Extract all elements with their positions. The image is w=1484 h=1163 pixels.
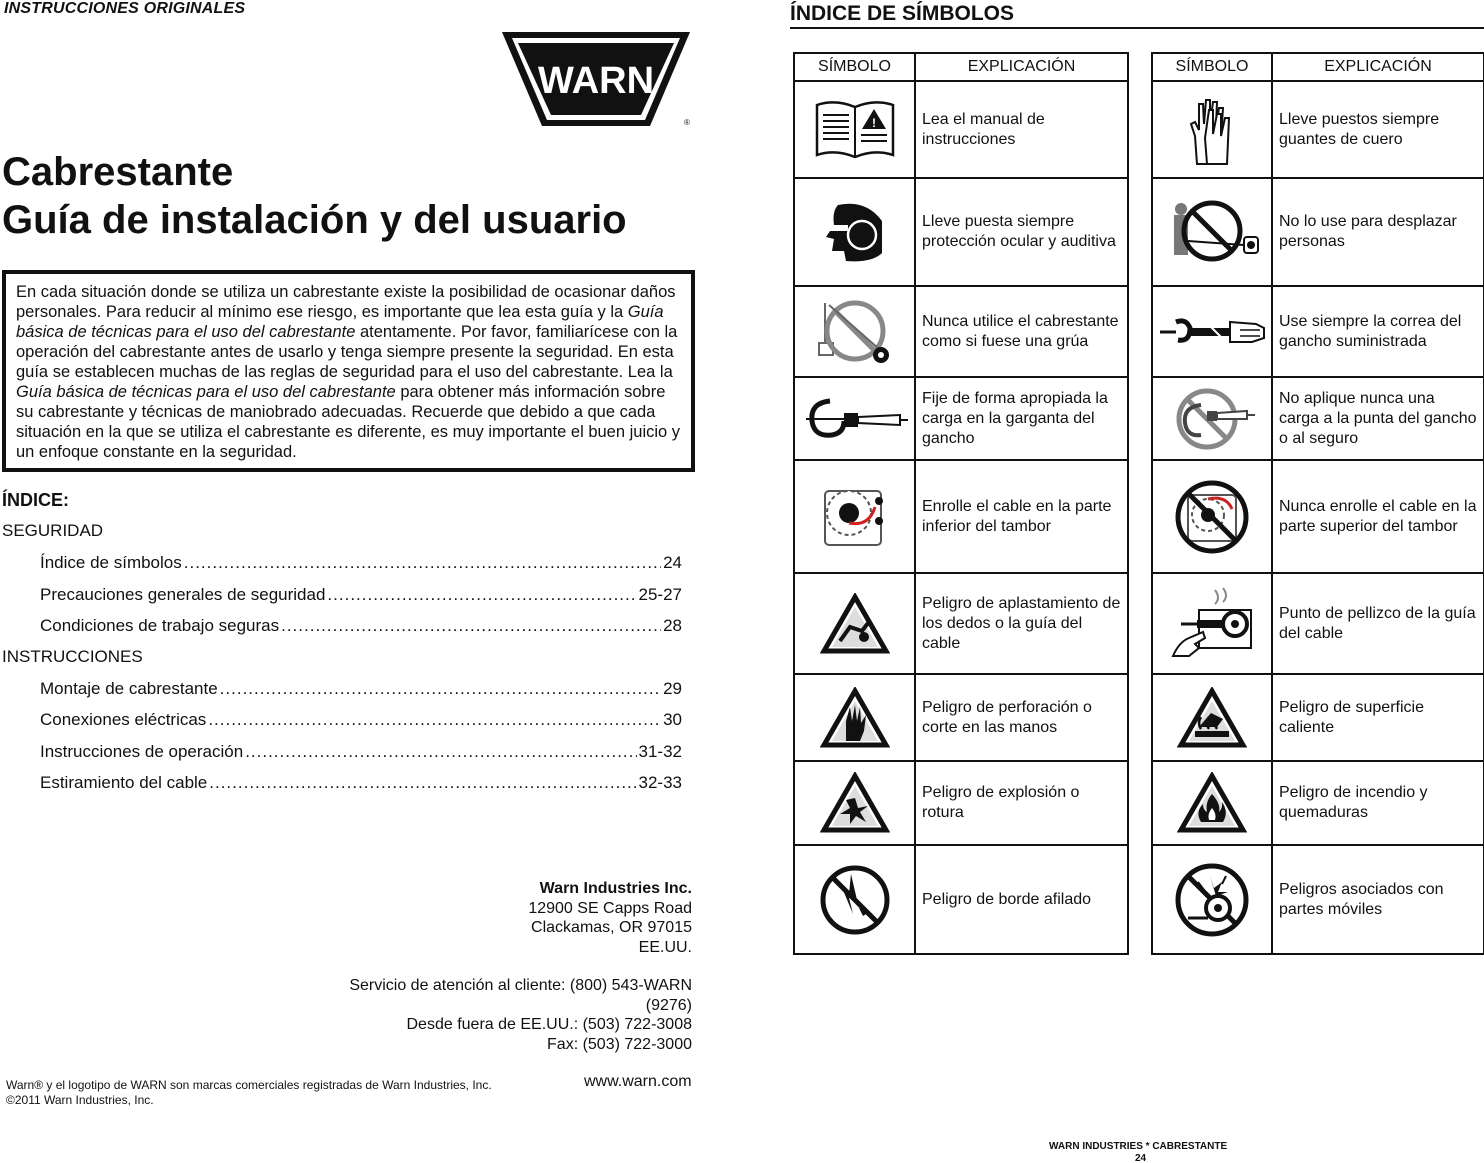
toc-section-instrucciones: INSTRUCCIONES bbox=[2, 647, 143, 666]
hand-puncture-icon bbox=[795, 687, 914, 749]
table-row bbox=[794, 81, 1128, 178]
safety-warning-box bbox=[2, 270, 695, 472]
explosion-hazard-icon bbox=[795, 772, 914, 834]
table-row bbox=[1152, 81, 1484, 178]
hot-surface-icon bbox=[1153, 687, 1271, 749]
hook-strap-icon bbox=[1153, 312, 1271, 352]
crush-hazard-icon bbox=[795, 593, 914, 655]
header-tag: INSTRUCCIONES ORIGINALES bbox=[4, 0, 246, 17]
toc-entry[interactable]: Montaje de cabrestante ..... 29 bbox=[40, 679, 682, 699]
symbol-explanation: Lea el manual de instrucciones bbox=[915, 81, 1128, 178]
table-row bbox=[794, 377, 1128, 460]
manual-book-icon bbox=[795, 99, 914, 161]
col-header-explanation: EXPLICACIÓN bbox=[1272, 53, 1484, 81]
symbol-explanation: Peligro de incendio y quemaduras bbox=[1272, 761, 1484, 845]
table-row bbox=[794, 286, 1128, 377]
warn-logo bbox=[500, 30, 692, 128]
toc-entry[interactable]: Índice de símbolos ..... 24 bbox=[40, 553, 682, 573]
symbol-explanation: Punto de pellizco de la guía del cable bbox=[1272, 573, 1484, 674]
table-row bbox=[794, 845, 1128, 954]
leather-gloves-icon bbox=[1153, 94, 1271, 166]
symbol-explanation: No aplique nunca una carga a la punta del gancho o al seguro bbox=[1272, 377, 1484, 460]
svg-text:®: ® bbox=[684, 118, 690, 127]
no-crane-icon bbox=[795, 297, 914, 367]
symbol-explanation: Peligro de aplastamiento de los dedos o la guía del cable bbox=[915, 573, 1128, 674]
no-overwind-icon bbox=[1153, 479, 1271, 555]
trademark-footnote: Warn® y el logotipo de WARN son marcas comerciales registradas de Warn Industries, Inc. ©2011 Warn Industries, Inc. bbox=[6, 1078, 492, 1107]
toc-entry[interactable]: Precauciones generales de seguridad ..... 25-27 bbox=[40, 585, 682, 605]
symbol-explanation: Nunca utilice el cabrestante como si fuese una grúa bbox=[915, 286, 1128, 377]
table-header-row bbox=[1152, 53, 1484, 81]
col-header-symbol: SÍMBOLO bbox=[794, 53, 915, 81]
no-people-moving-icon bbox=[1153, 197, 1271, 267]
customer-service-info: Servicio de atención al cliente: (800) 543-WARN (9276) Desde fuera de EE.UU.: (503) 722-3008 Fax: (503) 722-3000 bbox=[349, 977, 692, 1053]
toc-section-seguridad: SEGURIDAD bbox=[2, 521, 104, 540]
svg-text:WARN: WARN bbox=[537, 60, 655, 102]
col-header-symbol: SÍMBOLO bbox=[1152, 53, 1272, 81]
table-row bbox=[1152, 377, 1484, 460]
symbol-explanation: Peligros asociados con partes móviles bbox=[1272, 845, 1484, 954]
symbol-table-right bbox=[1151, 52, 1484, 955]
toc-entry[interactable]: Condiciones de trabajo seguras ..... 28 bbox=[40, 616, 682, 636]
svg-text:!: ! bbox=[871, 115, 876, 130]
symbol-table-left bbox=[793, 52, 1129, 955]
company-address: Warn Industries Inc. 12900 SE Capps Road Clackamas, OR 97015 EE.UU. bbox=[528, 880, 692, 956]
moving-parts-icon bbox=[1153, 862, 1271, 938]
table-row bbox=[794, 178, 1128, 286]
table-row bbox=[1152, 178, 1484, 286]
warning-text: En cada situación donde se utiliza un cabrestante existe la posibilidad de ocasionar daños personales. Para reducir al mínimo ese riesgo, es importante que lea esta guía y la Guía básica de técnicas para el uso del cabrestante atentamente. Por favor, familiarícese con la operación del cabrestante antes de usarlo y tenga siempre presente la seguridad. En esta guía se establecen muchas de las reglas de seguridad para el uso del cabrestante. Lea la Guía básica de técnicas para el uso del cabrestante para obtener más información sobre su cabrestante y técnicas de maniobrado adecuadas. Recuerde que debido a que cada situación en la que se utiliza el cabrestante es diferente, es muy importante el buen juicio y un enfoque constante en la seguridad. bbox=[16, 283, 681, 461]
symbol-explanation: Fije de forma apropiada la carga en la garganta del gancho bbox=[915, 377, 1128, 460]
fire-hazard-icon bbox=[1153, 772, 1271, 834]
no-tip-load-icon bbox=[1153, 387, 1271, 451]
hook-throat-icon bbox=[795, 389, 914, 449]
website-link[interactable]: www.warn.com bbox=[584, 1073, 692, 1090]
page-number: 24 bbox=[1135, 1153, 1147, 1163]
page-subtitle: Guía de instalación y del usuario bbox=[2, 198, 627, 242]
symbol-explanation: Nunca enrolle el cable en la parte superior del tambor bbox=[1272, 460, 1484, 573]
symbol-explanation: Use siempre la correa del gancho suministrada bbox=[1272, 286, 1484, 377]
spool-underwind-icon bbox=[795, 481, 914, 553]
table-row bbox=[1152, 845, 1484, 954]
symbol-explanation: Peligro de explosión o rotura bbox=[915, 761, 1128, 845]
table-row bbox=[1152, 761, 1484, 845]
table-row bbox=[794, 573, 1128, 674]
toc-entry[interactable]: Estiramiento del cable ..... 32-33 bbox=[40, 773, 682, 793]
page-title: Cabrestante bbox=[2, 150, 234, 194]
symbol-explanation: No lo use para desplazar personas bbox=[1272, 178, 1484, 286]
symbol-index-title: ÍNDICE DE SÍMBOLOS bbox=[790, 2, 1015, 25]
table-row bbox=[1152, 286, 1484, 377]
footer-brand: WARN INDUSTRIES * CABRESTANTE bbox=[1049, 1141, 1228, 1152]
symbol-explanation: Peligro de superficie caliente bbox=[1272, 674, 1484, 761]
sharp-edge-icon bbox=[795, 864, 914, 936]
symbol-explanation: Enrolle el cable en la parte inferior del tambor bbox=[915, 460, 1128, 573]
toc-entry[interactable]: Instrucciones de operación ..... 31-32 bbox=[40, 742, 682, 762]
table-row bbox=[794, 460, 1128, 573]
symbol-explanation: Lleve puesta siempre protección ocular y auditiva bbox=[915, 178, 1128, 286]
table-header-row bbox=[794, 53, 1128, 81]
symbol-explanation: Lleve puestos siempre guantes de cuero bbox=[1272, 81, 1484, 178]
symbol-explanation: Peligro de borde afilado bbox=[915, 845, 1128, 954]
pinch-point-icon bbox=[1153, 586, 1271, 662]
table-row bbox=[1152, 460, 1484, 573]
col-header-explanation: EXPLICACIÓN bbox=[915, 53, 1128, 81]
symbol-explanation: Peligro de perforación o corte en las manos bbox=[915, 674, 1128, 761]
toc-entry[interactable]: Conexiones eléctricas ..... 30 bbox=[40, 710, 682, 730]
toc-title: ÍNDICE: bbox=[2, 490, 69, 510]
table-row bbox=[794, 761, 1128, 845]
table-row bbox=[1152, 573, 1484, 674]
table-row bbox=[794, 674, 1128, 761]
ear-eye-protection-icon bbox=[795, 199, 914, 265]
table-row bbox=[1152, 674, 1484, 761]
title-rule bbox=[790, 27, 1484, 29]
